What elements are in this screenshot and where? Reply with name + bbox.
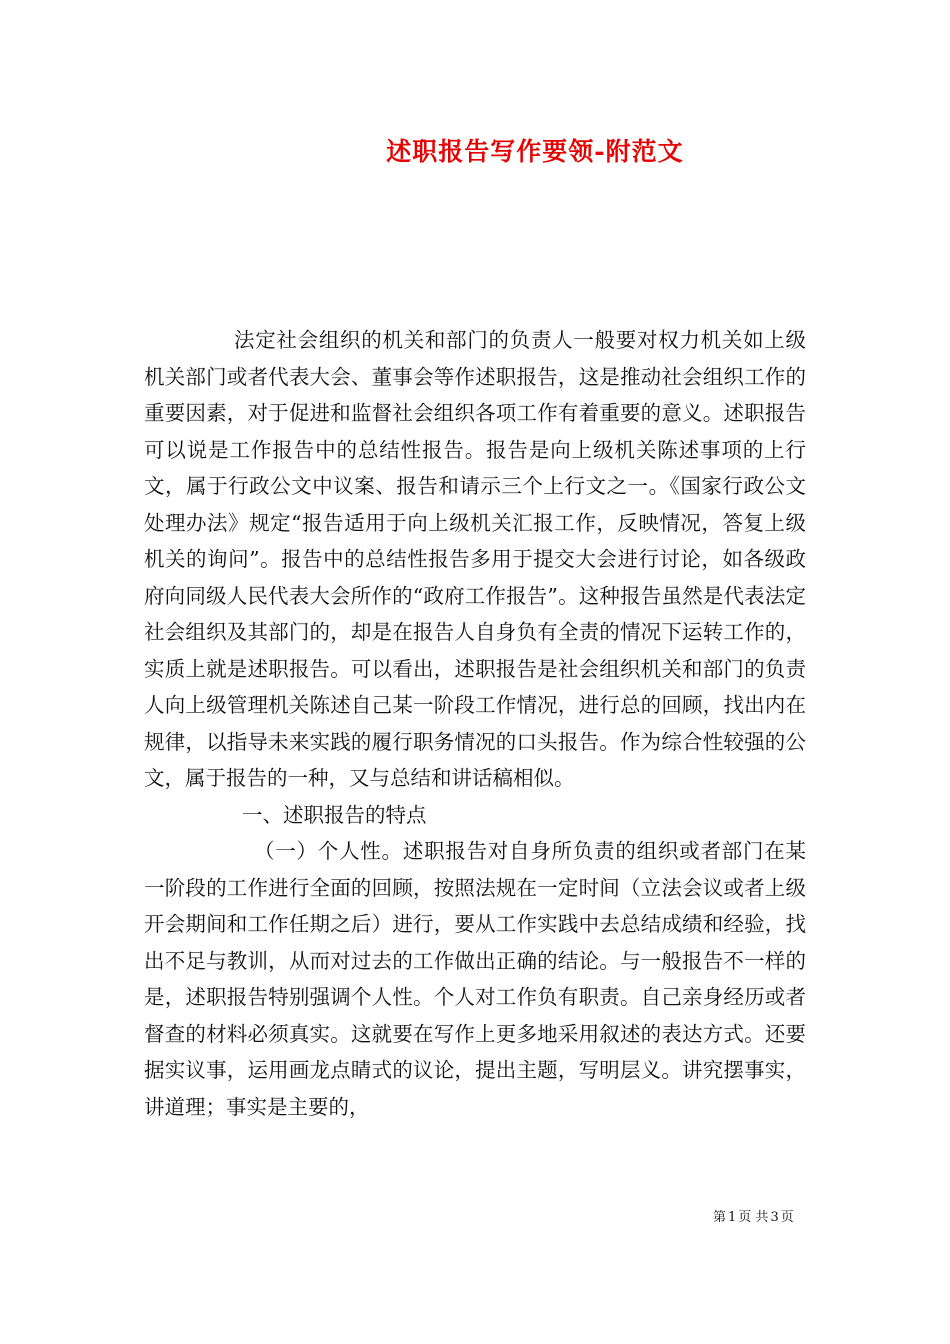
footer-prefix: 第	[713, 1210, 727, 1225]
footer-total-pages: 3	[770, 1210, 779, 1225]
section-heading-features: 一、述职报告的特点	[242, 802, 427, 827]
page-footer	[712, 1206, 795, 1225]
document-title: 述职报告写作要领-附范文	[386, 137, 684, 166]
footer-suffix: 页	[780, 1210, 794, 1225]
subsection-paragraph-individuality: （一）个人性。述职报告对自身所负责的组织或者部门在某一阶段的工作进行全面的回顾，按照法规在一定时间（立法会议或者上级开会期间和工作任期之后）进行，要从工作实践中去总结成绩和经验，找出不足与教训，从而对过去的工作做出正确的结论。与一般报告不一样的是，述职报告特别强调个人性。个人对工作负有职责。自己亲身经历或者督查的材料必须真实。这就要在写作上更多地采用叙述的表达方式。还要据实议事，运用画龙点睛式的议论，提出主题，写明层义。讲究摆事实，讲道理；事实是主要的，	[144, 839, 806, 1119]
footer-current-page: 1	[728, 1210, 737, 1225]
intro-paragraph: 法定社会组织的机关和部门的负责人一般要对权力机关如上级机关部门或者代表大会、董事会等作述职报告，这是推动社会组织工作的重要因素，对于促进和监督社会组织各项工作有着重要的意义。述职报告可以说是工作报告中的总结性报告。报告是向上级机关陈述事项的上行文，属于行政公文中议案、报告和请示三个上行文之一。《国家行政公文处理办法》规定“报告适用于向上级机关汇报工作，反映情况，答复上级机关的询问”。报告中的总结性报告多用于提交大会进行讨论，如各级政府向同级人民代表大会所作的“政府工作报告”。这种报告虽然是代表法定社会组织及其部门的，却是在报告人自身负有全责的情况下运转工作的，实质上就是述职报告。可以看出，述职报告是社会组织机关和部门的负责人向上级管理机关陈述自己某一阶段工作情况，进行总的回顾，找出内在规律，以指导未来实践的履行职务情况的口头报告。作为综合性较强的公文，属于报告的一种，又与总结和讲话稿相似。	[144, 328, 806, 790]
document-body	[144, 322, 806, 1125]
footer-middle: 页 共	[738, 1210, 769, 1225]
